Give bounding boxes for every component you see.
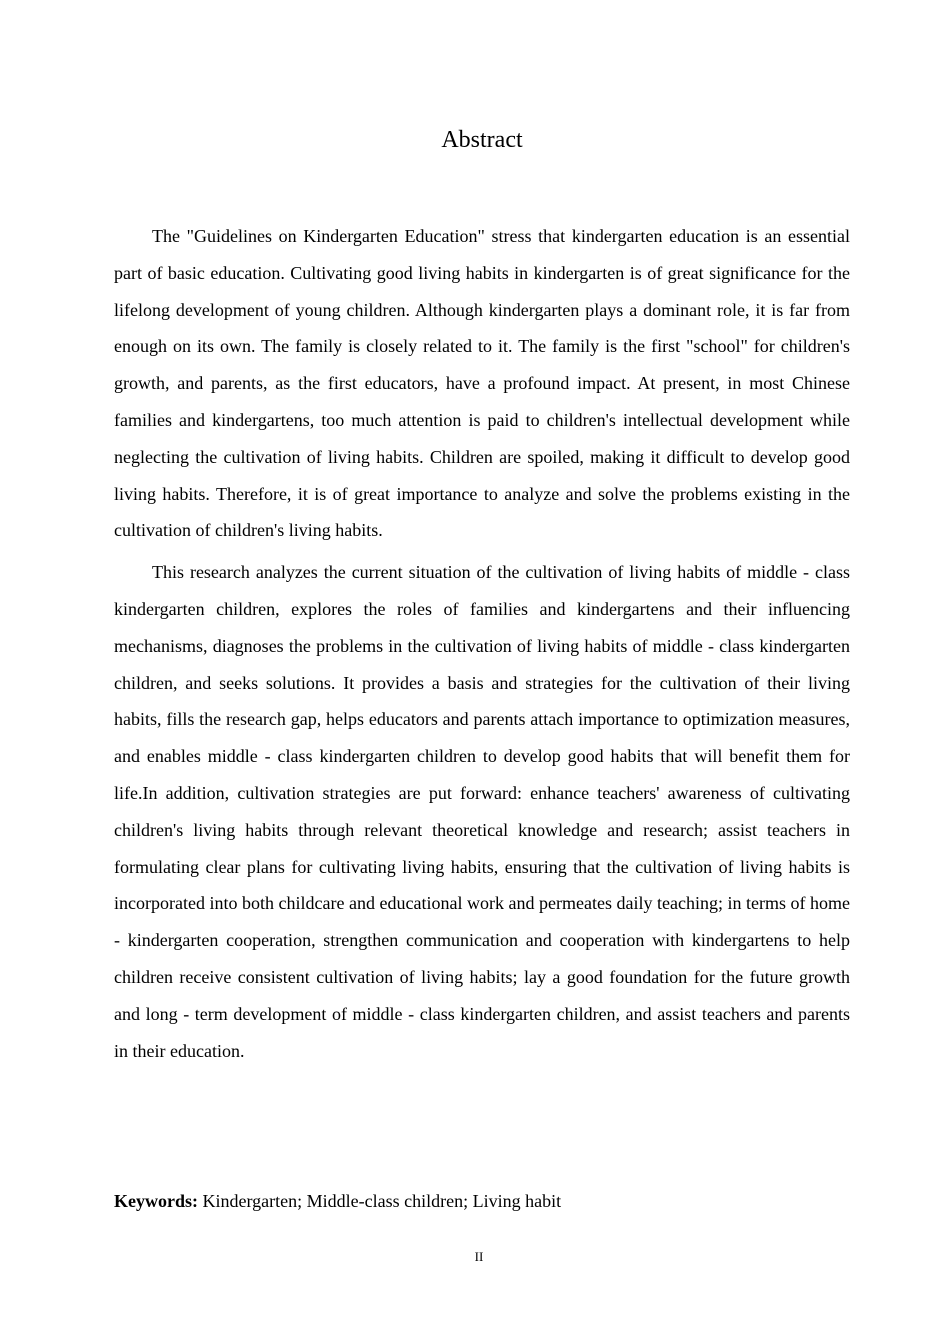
- keywords-line: [114, 1186, 850, 1216]
- abstract-body: [114, 218, 850, 1074]
- abstract-paragraph-2: This research analyzes the current situation of the cultivation of living habits of middle - class kindergarten children, explores the roles of families and kindergartens and their influencing mechanisms, diagnoses the problems in the cultivation of living habits of middle - class kindergarten children, and seeks solutions. It provides a basis and strategies for the cultivation of their living habits, fills the research gap, helps educators and parents attach importance to optimization measures, and enables middle - class kindergarten children to develop good habits that will benefit them for life.In addition, cultivation strategies are put forward: enhance teachers' awareness of cultivating children's living habits through relevant theoretical knowledge and research; assist teachers in formulating clear plans for cultivating living habits, ensuring that the cultivation of living habits is incorporated into both childcare and educational work and permeates daily teaching; in terms of home - kindergarten cooperation, strengthen communication and cooperation with kindergartens to help children receive consistent cultivation of living habits; lay a good foundation for the future growth and long - term development of middle - class kindergarten children, and assist teachers and parents in their education.: [114, 562, 850, 1061]
- keywords-text: Kindergarten; Middle-class children; Living habit: [202, 1191, 562, 1211]
- abstract-paragraph-1: The "Guidelines on Kindergarten Education" stress that kindergarten education is an essential part of basic education. Cultivating good living habits in kindergarten is of great significance for the lifelong development of young children. Although kindergarten plays a dominant role, it is far from enough on its own. The family is closely related to it. The family is the first "school" for children's growth, and parents, as the first educators, have a profound impact. At present, in most Chinese families and kindergartens, too much attention is paid to children's intellectual development while neglecting the cultivation of living habits. Children are spoiled, making it difficult to develop good living habits. Therefore, it is of great importance to analyze and solve the problems existing in the cultivation of children's living habits.: [114, 226, 850, 541]
- abstract-title: Abstract: [441, 127, 523, 153]
- keywords-label: Keywords:: [114, 1191, 198, 1211]
- page-number: II: [474, 1249, 484, 1264]
